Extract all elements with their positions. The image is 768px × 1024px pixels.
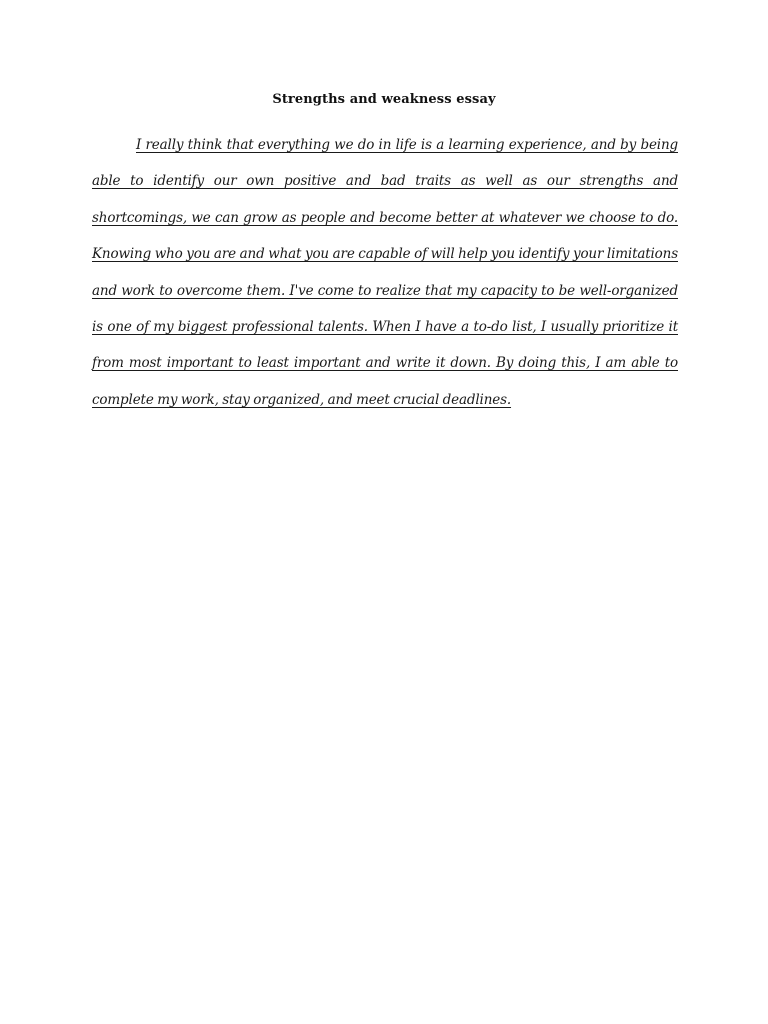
essay-paragraph: I really think that everything we do in life is a learning experience, and by being able to identify our own positive and bad traits as well as our strengths and shortcomings, we can grow as people and become better at whatever we choose to do. Knowing who you are and what you are capable of will help you identify your limitations and work to overcome them. I've come to realize that my capacity to be well-organized is one of my biggest professional talents. When I have a to-do list, I usually prioritize it from most important to least important and write it down. By doing this, I am able to complete my work, stay organized, and meet crucial deadlines. xyxy=(92,137,678,408)
essay-title: Strengths and weakness essay xyxy=(272,92,496,107)
